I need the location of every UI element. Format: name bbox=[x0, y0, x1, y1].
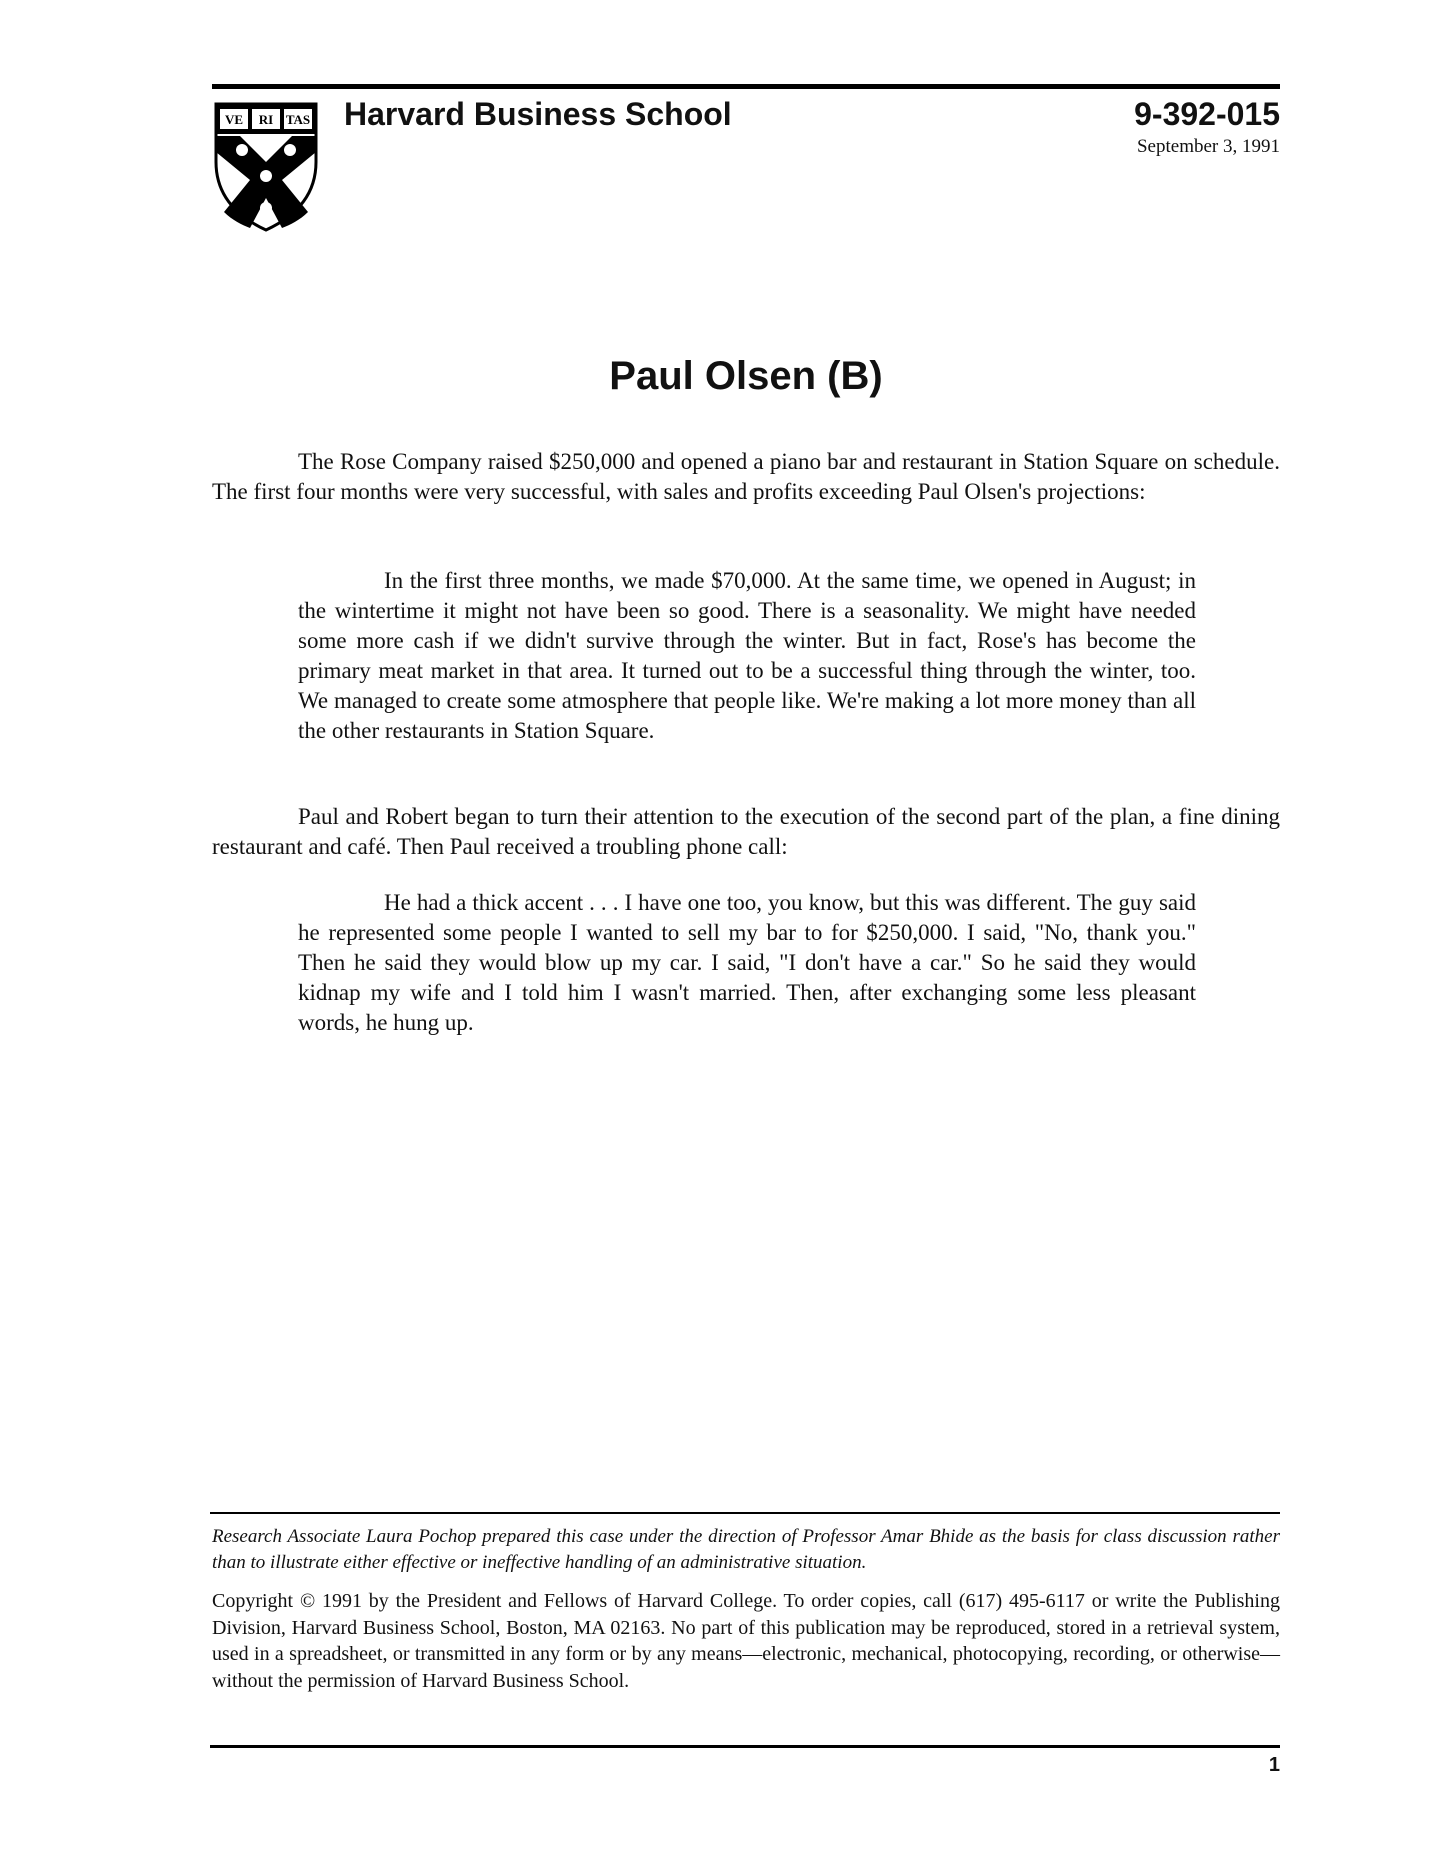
case-title: Paul Olsen (B) bbox=[609, 354, 883, 398]
block-quote-2: He had a thick accent . . . I have one too, you know, but this was different. The guy said he represented some people I wanted to sell my bar to for $250,000. I said, "No, thank you." Then he said they would blow up my car. I said, "I don't have a car." So he said they would kidnap my wife and I told him I wasn't married. Then, after exchanging some less pleasant words, he hung up. bbox=[298, 890, 1196, 1035]
copyright-notice: Copyright © 1991 by the President and Fellows of Harvard College. To order copies, call (617) 495-6117 or write the Publishing Division, Harvard Business School, Boston, MA 02163. No part of this publication may be reproduced, stored in a retrieval system, used in a spreadsheet, or transmitted in any form or by any means—electronic, mechanical, photocopying, recording, or otherwise—without the permission of Harvard Business School. bbox=[212, 1590, 1280, 1692]
document-number: 9-392-015 bbox=[1134, 96, 1280, 132]
svg-text:VE: VE bbox=[224, 112, 244, 127]
bottom-rule bbox=[210, 1745, 1280, 1748]
harvard-shield-logo bbox=[212, 100, 320, 232]
body-paragraph-2: Paul and Robert began to turn their attention to the execution of the second part of the plan, a fine dining restaurant and café. Then Paul received a troubling phone call: bbox=[212, 804, 1280, 859]
svg-text:RI: RI bbox=[258, 112, 274, 127]
block-quote-1: In the first three months, we made $70,000. At the same time, we opened in August; in the wintertime it might not have been so good. There is a seasonality. We might have needed some more cash if we didn't survive through the winter. But in fact, Rose's has become the primary meat market in that area. It turned out to be a successful thing through the winter, too. We managed to create some atmosphere that people like. We're making a lot more money than all the other restaurants in Station Square. bbox=[298, 568, 1196, 743]
body-paragraph-1: The Rose Company raised $250,000 and opened a piano bar and restaurant in Station Square on schedule. The first four months were very successful, with sales and profits exceeding Paul Olsen's projections: bbox=[212, 449, 1280, 504]
svg-text:TAS: TAS bbox=[285, 112, 311, 127]
author-note: Research Associate Laura Pochop prepared this case under the direction of Professor Amar Bhide as the basis for class discussion rather than to illustrate either effective or ineffective handling of an administrative situation. bbox=[212, 1526, 1280, 1573]
page-number: 1 bbox=[1268, 1754, 1280, 1776]
footer-rule bbox=[210, 1512, 1280, 1514]
header-rule bbox=[212, 84, 1280, 89]
school-name: Harvard Business School bbox=[344, 96, 732, 132]
document-date: September 3, 1991 bbox=[1136, 136, 1280, 157]
